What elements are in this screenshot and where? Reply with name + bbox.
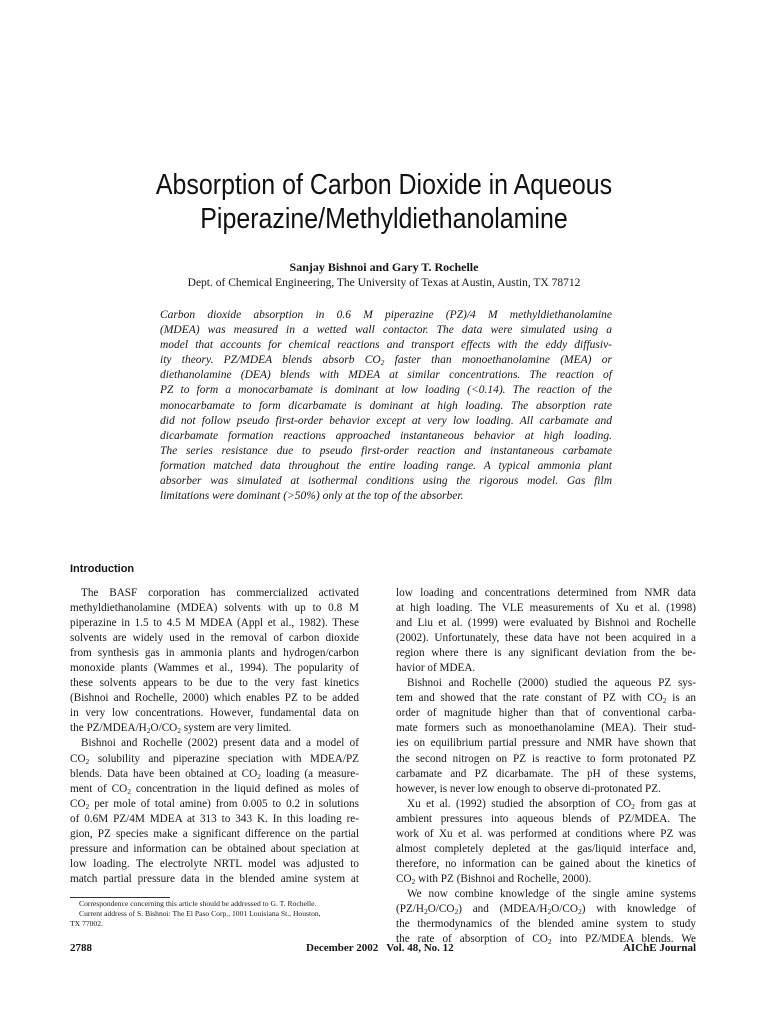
footnote-line: Correspondence concerning this article should be addressed to G. T. Rochelle. [79,899,317,908]
section-heading-introduction: Introduction [70,563,135,575]
abstract-line: absorber was simulated at isothermal conditions using the rigorous model. Gas film [160,475,612,488]
page-footer [70,942,696,956]
body-line: (2002). Unfortunately, these data have not been acquired in a [396,632,696,645]
body-line: carbamate and PZ dicarbamate. The pH of these systems, [396,767,696,780]
body-line: $CO_2$ per mole of total amine) from 0.005 to 0.2 in solutions [70,797,359,811]
body-line: We now combine knowledge of the single amine systems [407,887,696,900]
body-line: match partial pressure data in the blended amine system at [70,872,359,885]
abstract-line: monocarbamate to form dicarbamate is dominant at high loading. The absorption rate [160,399,612,412]
body-line: tem and showed that the rate constant of PZ with $CO_2$ is an [396,692,696,706]
abstract-line: diethanolamine (DEA) blends with MDEA at similar concentrations. The reaction of [160,369,612,382]
body-line: low loading and concentrations determined from NMR data [396,587,696,599]
body-line: from synthesis gas in ammonia plants and hydrogen/carbon [70,647,359,660]
abstract-line: The series resistance due to pseudo first-order reaction and instantaneous carbamate [160,444,612,457]
body-line: Xu et al. (1992) studied the absorption of $CO_2$ from gas at [407,797,696,811]
abstract-line: did not follow pseudo first-order behavior except at very low loading. All carbamate and [160,414,612,427]
abstract-line: Carbon dioxide absorption in 0.6 M piperazine (PZ)/4 M methyldiethanolamine [160,309,612,321]
body-column-left [70,586,359,887]
body-line: in very low concentrations. However, fundamental data on [70,707,359,720]
body-line: Bishnoi and Rochelle (2000) studied the aqueous PZ sys- [407,677,696,690]
body-line: The BASF corporation has commercialized activated [81,587,359,599]
body-line: therefore, no information can be gained about the kinetics of [396,857,696,870]
article-title [105,168,662,236]
body-line: however, is never low enough to observe di-protonated PZ. [396,782,661,795]
abstract-line: PZ to form a monocarbamate is dominant at low loading (<0.14). The reaction of the [160,384,612,397]
body-line: ambient pressures into aqueous blends of PZ/MDEA. The [396,812,696,825]
author-names: Sanjay Bishnoi and Gary T. Rochelle [289,260,479,274]
body-line: the second nitrogen on PZ is reactive to form protonated PZ [396,752,696,765]
body-line: (Bishnoi and Rochelle, 2000) which enables PZ to be added [70,692,359,705]
body-line: monoxide plants (Wammes et al., 1994). The popularity of [70,662,359,675]
body-line: ment of $CO_2$ concentration in the liquid defined as moles of [70,782,360,796]
body-line: $CO_2$ with PZ (Bishnoi and Rochelle, 2000). [396,872,592,886]
body-line: piperazine in 1.5 to 4.5 M MDEA (Appl et al., 1982). These [70,617,359,630]
body-line: low loading. The electrolyte NRTL model was adjusted to [70,857,359,870]
author-affiliation: Dept. of Chemical Engineering, The University of Texas at Austin, Austin, TX 78712 [187,277,581,289]
body-line: and Liu et al. (1999) were evaluated by Bishnoi and Rochelle [396,617,696,630]
body-line: order of magnitude higher than that of conventional carba- [396,707,696,720]
body-line: work of Xu et al. was performed at conditions where PZ was [396,827,696,840]
body-line: methyldiethanolamine (MDEA) solvents with up to 0.8 M [70,602,359,615]
footnote-line: Current address of S. Bishnoi: The El Paso Corp., 1001 Louisiana St., Houston, [79,909,321,918]
body-line: these solvents appears to be due to the very fast kinetics [70,677,359,690]
journal-name: AIChE Journal [622,942,696,954]
abstract-line: ity theory. PZ/MDEA blends absorb $CO_2$ faster than monoethanolamine (MEA) or [160,354,612,368]
body-column-right [396,586,696,947]
abstract-line: model that accounts for chemical reactions and transport effects with the eddy diffusiv- [160,339,612,352]
body-line: of 0.6M PZ/4M MDEA at 313 to 343 K. In this loading re- [70,812,359,825]
body-line: ies on equilibrium partial pressure and NMR have shown that [396,737,696,750]
body-line: mate formers such as monoethanolamine (MEA). Their stud- [396,722,696,735]
body-line: the $PZ/MDEA/H_2O/CO_2$ system are very limited. [70,722,292,736]
abstract-line: formation matched data throughout the entire loading range. A typical ammonia plant [160,459,612,472]
body-line: $(PZ/H_2O/CO_2)$ and $(MDEA/H_2O/CO_2)$ with knowledge of [396,902,697,916]
footnote-rule [70,897,170,898]
body-line: $CO_2$ solubility and piperazine speciation with MDEA/PZ [70,752,359,766]
body-line: havior of MDEA. [396,662,476,675]
body-line: blends. Data have been obtained at $CO_2$ loading (a measure- [70,767,360,781]
body-line: solvents are widely used in the removal of carbon dioxide [70,632,359,645]
abstract-line: dicarbamate formation reactions approached instantaneous behavior at high loading. [160,429,612,442]
body-line: the rate of absorption of $CO_2$ into PZ/MDEA blends. We [396,933,696,947]
body-line: gion, PZ species make a significant difference on the partial [70,827,359,840]
footnote-line: TX 77002. [70,919,103,928]
abstract-line: (MDEA) was measured in a wetted wall contactor. The data were simulated using a [160,324,612,337]
body-line: almost completely depleted at the gas/liquid interface and, [396,842,696,855]
body-line: at high loading. The VLE measurements of Xu et al. (1998) [396,602,696,615]
body-line: the thermodynamics of the blended amine system to study [396,918,696,931]
footnote [70,899,370,929]
body-line: region where there is any significant deviation from the be- [396,647,696,660]
body-line: Bishnoi and Rochelle (2002) present data and a model of [81,737,359,750]
abstract [160,308,612,504]
issue-info: December 2002 Vol. 48, No. 12 [306,942,454,954]
title-line: Absorption of Carbon Dioxide in Aqueous [155,169,613,201]
page-number: 2788 [70,942,92,954]
abstract-line: limitations were dominant (>50%) only at the top of the absorber. [160,490,464,503]
body-line: pressure and information can be obtained about speciation at [70,842,359,855]
title-line: Piperazine/Methyldiethanolamine [200,203,568,235]
